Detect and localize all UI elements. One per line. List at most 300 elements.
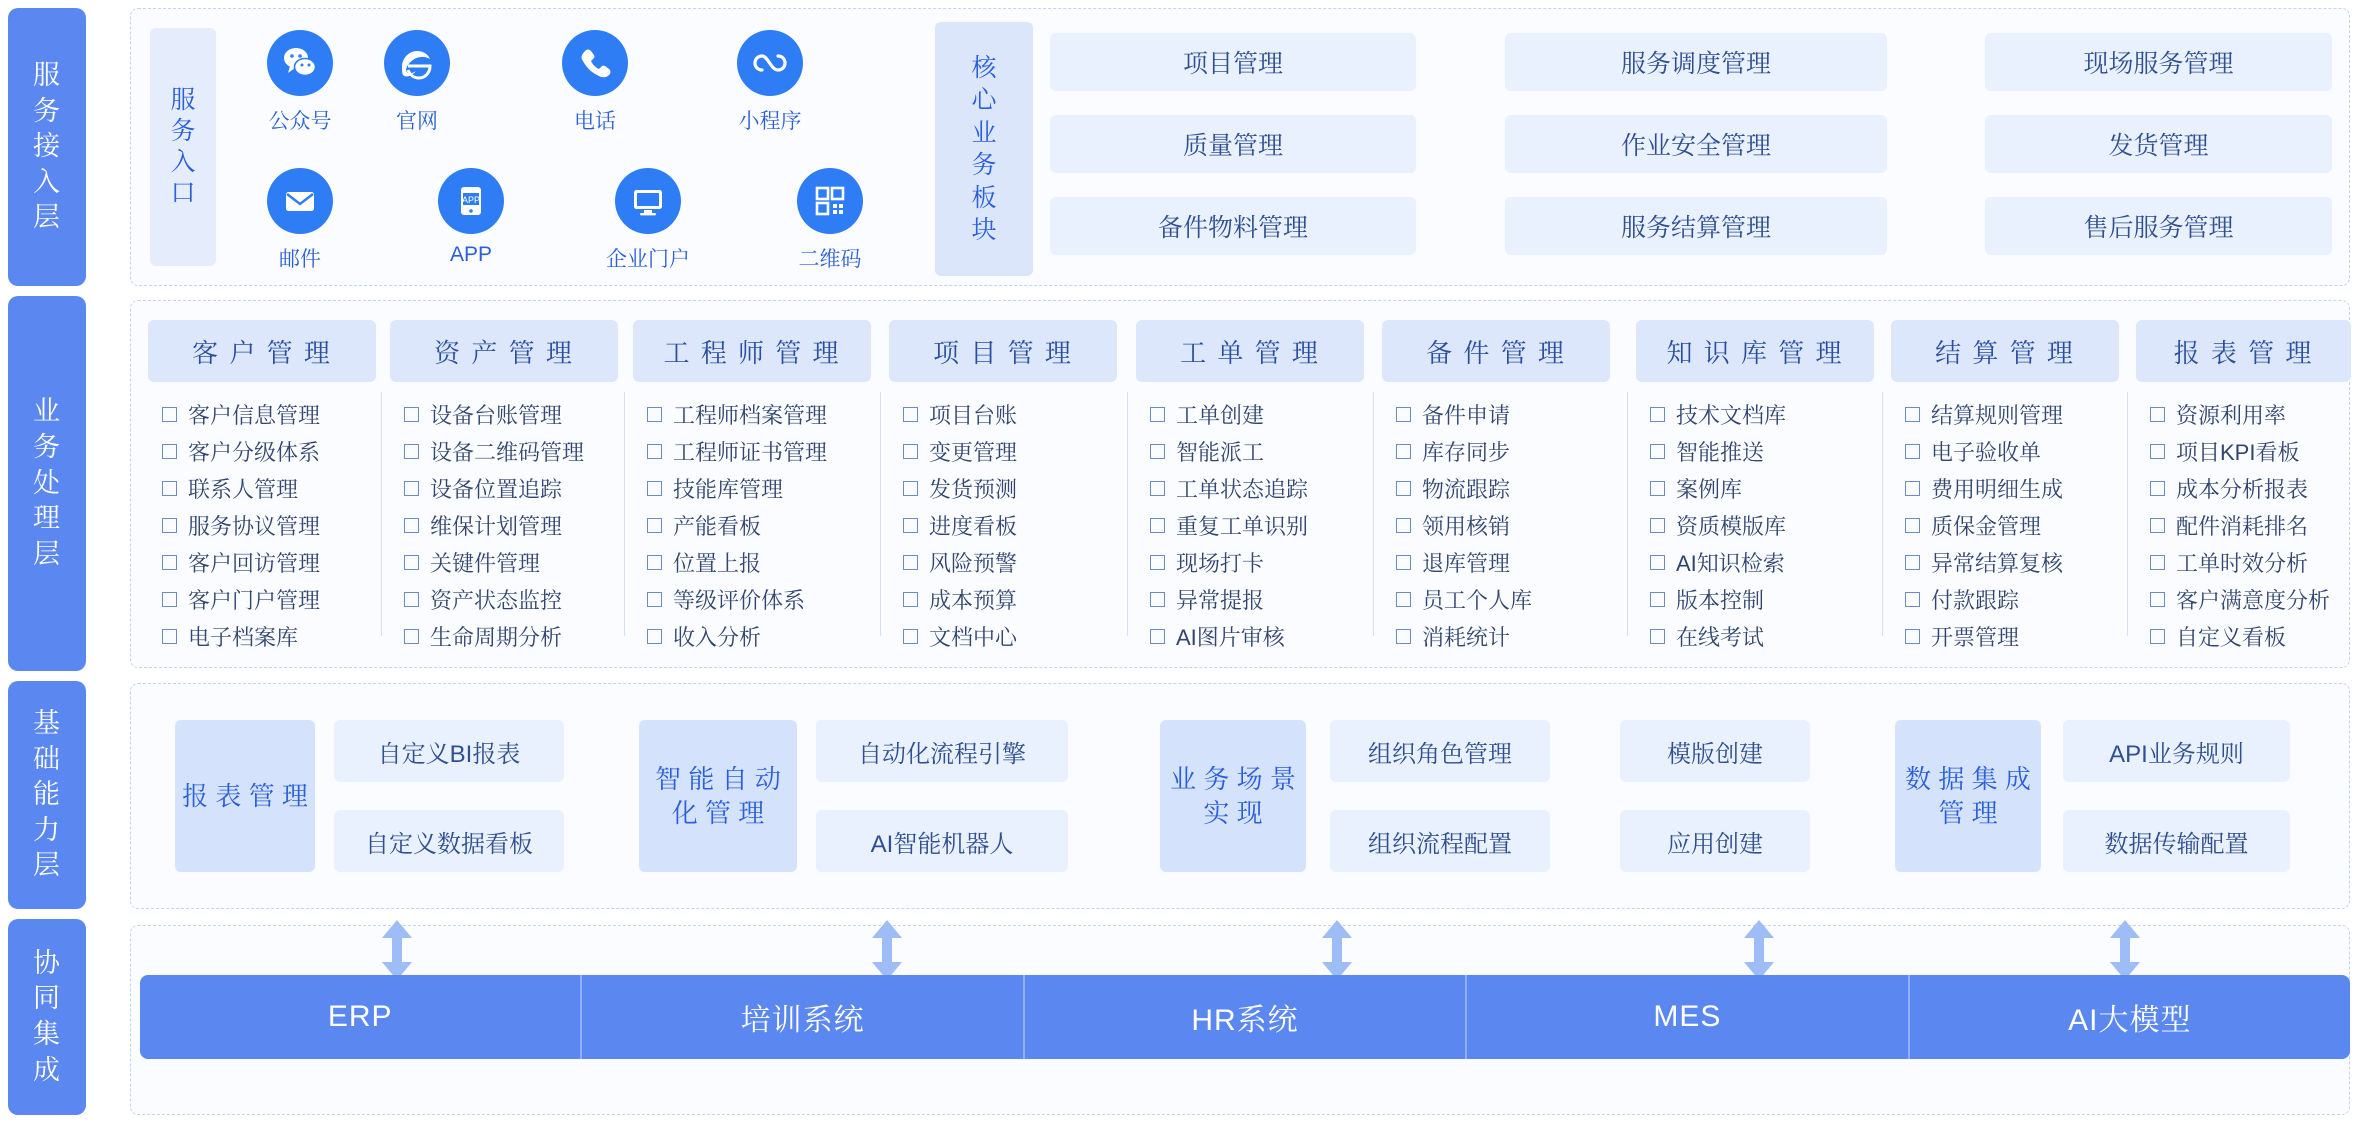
- channel-mail[interactable]: [240, 168, 360, 273]
- core-module-chip[interactable]: 备件物料管理: [1050, 197, 1416, 255]
- checkbox-icon: [647, 444, 662, 459]
- bp-item[interactable]: [1650, 581, 1874, 618]
- bp-column-report: [2136, 320, 2351, 655]
- double-arrow-icon: [380, 920, 414, 980]
- layer-char: 处: [33, 467, 61, 498]
- bp-item-label: 智能推送: [1676, 440, 1765, 465]
- bp-item[interactable]: [1396, 433, 1610, 470]
- layer-char: 务: [33, 95, 61, 126]
- bp-item-label: 消耗统计: [1422, 625, 1511, 650]
- checkbox-icon: [2150, 444, 2165, 459]
- core-module-chip[interactable]: 服务结算管理: [1505, 197, 1887, 255]
- core-module-chip[interactable]: 质量管理: [1050, 115, 1416, 173]
- column-divider: [1882, 392, 1883, 636]
- bp-item[interactable]: [1650, 544, 1874, 581]
- checkbox-icon: [1150, 592, 1165, 607]
- mail-icon: [267, 168, 333, 234]
- channel-label: 官网: [396, 110, 438, 133]
- checkbox-icon: [404, 629, 419, 644]
- bp-column-spareparts: [1382, 320, 1610, 655]
- bp-item-label: 技能库管理: [673, 477, 784, 502]
- layer-label-integration: [8, 919, 86, 1115]
- column-divider: [1127, 392, 1128, 636]
- channel-qrcode[interactable]: [770, 168, 890, 273]
- bp-item-label: 技术文档库: [1676, 403, 1787, 428]
- bp-item[interactable]: [162, 433, 376, 470]
- integration-system-mes[interactable]: MES: [1467, 975, 1909, 1059]
- bp-column-title: 结 算 管 理: [1891, 320, 2119, 382]
- svg-text:APP: APP: [461, 195, 481, 205]
- service-entry-label: 服 务 入 口: [150, 28, 216, 266]
- bp-item[interactable]: [162, 396, 376, 433]
- bp-item-label: 付款跟踪: [1931, 588, 2020, 613]
- capability-title-line: 管 理: [248, 780, 308, 811]
- bp-item[interactable]: [404, 396, 618, 433]
- core-module-chip[interactable]: 作业安全管理: [1505, 115, 1887, 173]
- checkbox-icon: [647, 518, 662, 533]
- bp-item-list: [2136, 396, 2351, 655]
- core-module-chip[interactable]: 项目管理: [1050, 33, 1416, 91]
- checkbox-icon: [647, 629, 662, 644]
- bp-item-label: 电子档案库: [188, 625, 299, 650]
- double-arrow-icon: [1320, 920, 1354, 980]
- bp-item[interactable]: [162, 470, 376, 507]
- checkbox-icon: [1650, 444, 1665, 459]
- bp-item[interactable]: [1396, 544, 1610, 581]
- bp-item[interactable]: [1150, 581, 1364, 618]
- capability-title-scenario[interactable]: [1160, 720, 1306, 872]
- bp-item[interactable]: [903, 618, 1117, 655]
- capability-chip[interactable]: 数据传输配置: [2063, 810, 2290, 872]
- bp-item-label: 联系人管理: [188, 477, 299, 502]
- bp-item[interactable]: [1905, 544, 2119, 581]
- capability-title-line: 实 现: [1203, 798, 1263, 828]
- bp-item-list: [390, 396, 618, 655]
- checkbox-icon: [2150, 518, 2165, 533]
- bp-item[interactable]: [903, 544, 1117, 581]
- bp-item[interactable]: [1650, 433, 1874, 470]
- bp-item[interactable]: [162, 618, 376, 655]
- capability-title-line: 自 动 化: [671, 763, 781, 828]
- checkbox-icon: [162, 592, 177, 607]
- checkbox-icon: [903, 481, 918, 496]
- checkbox-icon: [1905, 592, 1920, 607]
- bp-column-customer: [148, 320, 376, 655]
- bp-item[interactable]: [404, 433, 618, 470]
- bp-item[interactable]: [404, 507, 618, 544]
- bp-column-settlement: [1891, 320, 2119, 655]
- bp-item-list: [889, 396, 1117, 655]
- core-module-chip[interactable]: 发货管理: [1985, 115, 2332, 173]
- capability-title-line: 管 理: [705, 798, 765, 828]
- bp-item[interactable]: [404, 581, 618, 618]
- bp-item-label: 客户门户管理: [188, 588, 321, 613]
- integration-system-hr[interactable]: HR系统: [1025, 975, 1467, 1059]
- bp-item-label: 智能派工: [1176, 440, 1265, 465]
- bp-item[interactable]: [903, 433, 1117, 470]
- bp-item-label: 工程师档案管理: [673, 403, 828, 428]
- checkbox-icon: [1650, 629, 1665, 644]
- checkbox-icon: [1650, 518, 1665, 533]
- capability-chip[interactable]: 组织角色管理: [1330, 720, 1550, 782]
- bp-item[interactable]: [647, 433, 871, 470]
- bp-item[interactable]: [162, 507, 376, 544]
- bp-item-label: 工单时效分析: [2176, 551, 2309, 576]
- channel-label: 小程序: [738, 110, 802, 133]
- bp-item[interactable]: [1150, 470, 1364, 507]
- channel-label: 邮件: [279, 248, 321, 271]
- bp-item-label: 维保计划管理: [430, 514, 563, 539]
- capability-chip[interactable]: 应用创建: [1620, 810, 1810, 872]
- column-divider: [624, 392, 625, 636]
- checkbox-icon: [404, 481, 419, 496]
- column-divider: [2127, 392, 2128, 636]
- capability-chip[interactable]: 自定义数据看板: [334, 810, 564, 872]
- checkbox-icon: [2150, 555, 2165, 570]
- channel-portal[interactable]: [588, 168, 708, 273]
- bp-column-engineer: [633, 320, 871, 655]
- bp-item-label: 项目KPI看板: [2176, 440, 2300, 465]
- bp-column-title: 知 识 库 管 理: [1636, 320, 1874, 382]
- channel-website[interactable]: [357, 30, 477, 135]
- bp-item[interactable]: [903, 581, 1117, 618]
- bp-item-label: 资源利用率: [2176, 403, 2287, 428]
- bp-item[interactable]: [2150, 618, 2351, 655]
- bp-item[interactable]: [1905, 396, 2119, 433]
- checkbox-icon: [162, 407, 177, 422]
- checkbox-icon: [2150, 407, 2165, 422]
- double-arrow-icon: [1742, 920, 1776, 980]
- bp-item-label: 收入分析: [673, 625, 762, 650]
- layer-char: 入: [33, 166, 61, 197]
- column-divider: [880, 392, 881, 636]
- capability-title-line: 数 据: [1905, 763, 1965, 794]
- bp-item-label: 文档中心: [929, 625, 1018, 650]
- bp-column-asset: [390, 320, 618, 655]
- qrcode-icon: [797, 168, 863, 234]
- checkbox-icon: [903, 555, 918, 570]
- bp-item-label: 库存同步: [1422, 440, 1511, 465]
- bp-item[interactable]: [1150, 396, 1364, 433]
- capability-title-line: 报 表: [182, 780, 242, 811]
- checkbox-icon: [1150, 555, 1165, 570]
- bp-item-label: 配件消耗排名: [2176, 514, 2309, 539]
- bp-item[interactable]: [647, 396, 871, 433]
- bp-item-label: 自定义看板: [2176, 625, 2287, 650]
- bp-item[interactable]: [1650, 507, 1874, 544]
- monitor-icon: [615, 168, 681, 234]
- capability-chip[interactable]: 组织流程配置: [1330, 810, 1550, 872]
- checkbox-icon: [1396, 518, 1411, 533]
- checkbox-icon: [2150, 481, 2165, 496]
- bp-item-label: 退库管理: [1422, 551, 1511, 576]
- checkbox-icon: [1396, 481, 1411, 496]
- bp-item-label: 工程师证书管理: [673, 440, 828, 465]
- bp-column-knowledge: [1636, 320, 1874, 655]
- checkbox-icon: [162, 481, 177, 496]
- checkbox-icon: [903, 629, 918, 644]
- layer-char: 层: [33, 850, 61, 881]
- bp-item[interactable]: [2150, 544, 2351, 581]
- bp-item[interactable]: [2150, 433, 2351, 470]
- bp-item[interactable]: [1905, 433, 2119, 470]
- bp-item[interactable]: [1396, 470, 1610, 507]
- bp-item[interactable]: [1396, 507, 1610, 544]
- bp-item-label: 资质模版库: [1676, 514, 1787, 539]
- channel-miniprogram[interactable]: [710, 30, 830, 135]
- bp-item[interactable]: [1650, 618, 1874, 655]
- checkbox-icon: [1650, 592, 1665, 607]
- checkbox-icon: [903, 407, 918, 422]
- column-divider: [1373, 392, 1374, 636]
- bp-item[interactable]: [1905, 507, 2119, 544]
- bp-item-label: 成本预算: [929, 588, 1018, 613]
- checkbox-icon: [903, 518, 918, 533]
- bp-column-title: 项 目 管 理: [889, 320, 1117, 382]
- layer-char: 层: [33, 202, 61, 233]
- wechat-icon: [267, 30, 333, 96]
- layer-label-business: [8, 296, 86, 671]
- bp-item-label: 异常提报: [1176, 588, 1265, 613]
- bp-item-list: [148, 396, 376, 655]
- layer-char: 理: [33, 503, 61, 534]
- bp-item-label: 成本分析报表: [2176, 477, 2309, 502]
- bp-item-label: 服务协议管理: [188, 514, 321, 539]
- bp-item-label: 客户回访管理: [188, 551, 321, 576]
- core-module-chip[interactable]: 服务调度管理: [1505, 33, 1887, 91]
- bp-item[interactable]: [647, 507, 871, 544]
- capability-title-line: 业 务: [1170, 763, 1230, 794]
- bp-item[interactable]: [1150, 507, 1364, 544]
- layer-char: 基: [33, 707, 61, 738]
- bp-item-label: 风险预警: [929, 551, 1018, 576]
- capability-chip[interactable]: 自动化流程引擎: [816, 720, 1068, 782]
- checkbox-icon: [162, 518, 177, 533]
- layer-char: 协: [33, 947, 61, 978]
- checkbox-icon: [404, 555, 419, 570]
- checkbox-icon: [647, 481, 662, 496]
- checkbox-icon: [1905, 518, 1920, 533]
- bp-item[interactable]: [1396, 396, 1610, 433]
- checkbox-icon: [903, 592, 918, 607]
- bp-column-project: [889, 320, 1117, 655]
- checkbox-icon: [1650, 407, 1665, 422]
- layer-char: 务: [33, 432, 61, 463]
- bp-item-label: 进度看板: [929, 514, 1018, 539]
- bp-item[interactable]: [162, 544, 376, 581]
- checkbox-icon: [647, 592, 662, 607]
- bp-item[interactable]: [2150, 396, 2351, 433]
- channel-label: 企业门户: [606, 248, 690, 271]
- bp-column-title: 报 表 管 理: [2136, 320, 2351, 382]
- column-divider: [381, 392, 382, 636]
- checkbox-icon: [1396, 592, 1411, 607]
- checkbox-icon: [647, 555, 662, 570]
- bp-item-label: 在线考试: [1676, 625, 1765, 650]
- bp-item-label: 工单创建: [1176, 403, 1265, 428]
- checkbox-icon: [162, 555, 177, 570]
- bp-item-label: AI图片审核: [1176, 625, 1285, 650]
- bp-item[interactable]: [1905, 618, 2119, 655]
- double-arrow-icon: [2108, 920, 2142, 980]
- channel-wechat[interactable]: [240, 30, 360, 135]
- bp-item-label: 设备台账管理: [430, 403, 563, 428]
- bp-item[interactable]: [1396, 618, 1610, 655]
- bp-item[interactable]: [1396, 581, 1610, 618]
- capability-title-line: 集 成: [1971, 763, 2031, 794]
- bp-item[interactable]: [1150, 544, 1364, 581]
- bp-item-label: 客户满意度分析: [2176, 588, 2331, 613]
- bp-item-label: 项目台账: [929, 403, 1018, 428]
- internet-explorer-icon: [384, 30, 450, 96]
- bp-item-label: 重复工单识别: [1176, 514, 1309, 539]
- layer-char: 础: [33, 743, 61, 774]
- checkbox-icon: [647, 407, 662, 422]
- core-module-chip[interactable]: 售后服务管理: [1985, 197, 2332, 255]
- app-icon: [438, 168, 504, 234]
- checkbox-icon: [1905, 555, 1920, 570]
- bp-item-label: 电子验收单: [1931, 440, 2042, 465]
- integration-system-training[interactable]: 培训系统: [582, 975, 1024, 1059]
- bp-item-list: [1382, 396, 1610, 655]
- bp-item-label: 领用核销: [1422, 514, 1511, 539]
- channel-label: APP: [449, 243, 493, 266]
- mini-program-icon: [737, 30, 803, 96]
- bp-item-label: 变更管理: [929, 440, 1018, 465]
- capability-title-data-integration[interactable]: [1895, 720, 2041, 872]
- checkbox-icon: [1150, 518, 1165, 533]
- layer-char: 集: [33, 1019, 61, 1049]
- channel-label: 电话: [574, 110, 616, 133]
- bp-item-label: 员工个人库: [1422, 588, 1533, 613]
- layer-char: 成: [33, 1054, 61, 1085]
- checkbox-icon: [162, 444, 177, 459]
- layer-label-capability: [8, 681, 86, 909]
- bp-item-label: 版本控制: [1676, 588, 1765, 613]
- bp-column-title: 工 程 师 管 理: [633, 320, 871, 382]
- checkbox-icon: [1905, 444, 1920, 459]
- bp-item-label: 工单状态追踪: [1176, 477, 1309, 502]
- checkbox-icon: [1650, 555, 1665, 570]
- checkbox-icon: [1396, 407, 1411, 422]
- checkbox-icon: [1396, 629, 1411, 644]
- bp-item-label: 费用明细生成: [1931, 477, 2064, 502]
- capability-title-report[interactable]: [175, 720, 315, 872]
- checkbox-icon: [1905, 481, 1920, 496]
- bp-item[interactable]: [404, 544, 618, 581]
- bp-item-label: 设备二维码管理: [430, 440, 585, 465]
- bp-item[interactable]: [2150, 581, 2351, 618]
- bp-item[interactable]: [1650, 396, 1874, 433]
- bp-item[interactable]: [647, 618, 871, 655]
- double-arrow-icon: [870, 920, 904, 980]
- bp-item-label: 开票管理: [1931, 625, 2020, 650]
- bp-item-label: 关键件管理: [430, 551, 541, 576]
- bp-column-title: 资 产 管 理: [390, 320, 618, 382]
- checkbox-icon: [1150, 481, 1165, 496]
- layer-char: 接: [33, 131, 61, 162]
- layer-char: 层: [33, 538, 61, 569]
- integration-system-ai[interactable]: AI大模型: [2068, 1004, 2192, 1037]
- checkbox-icon: [1905, 407, 1920, 422]
- bp-item-label: 发货预测: [929, 477, 1018, 502]
- capability-chip[interactable]: 自定义BI报表: [334, 720, 564, 782]
- capability-title-line: 场 景: [1236, 763, 1296, 794]
- bp-item-label: 质保金管理: [1931, 514, 2042, 539]
- bp-item-label: 等级评价体系: [673, 588, 806, 613]
- bp-item[interactable]: [404, 470, 618, 507]
- bp-item[interactable]: [903, 396, 1117, 433]
- checkbox-icon: [404, 592, 419, 607]
- checkbox-icon: [1150, 407, 1165, 422]
- bp-item[interactable]: [1905, 470, 2119, 507]
- column-divider: [1627, 392, 1628, 636]
- bp-item-label: 生命周期分析: [430, 625, 563, 650]
- bp-item-label: 结算规则管理: [1931, 403, 2064, 428]
- bp-item-label: 资产状态监控: [430, 588, 563, 613]
- bp-item-label: 现场打卡: [1176, 551, 1265, 576]
- layer-char: 同: [33, 983, 61, 1014]
- bp-item[interactable]: [647, 581, 871, 618]
- channel-app[interactable]: [411, 168, 531, 267]
- bp-item[interactable]: [2150, 470, 2351, 507]
- phone-icon: [562, 30, 628, 96]
- bp-item-list: [1636, 396, 1874, 655]
- capability-title-automation[interactable]: [639, 720, 797, 872]
- capability-chip[interactable]: 模版创建: [1620, 720, 1810, 782]
- bp-column-title: 客 户 管 理: [148, 320, 376, 382]
- core-business-label: 核 心 业 务 板 块: [935, 22, 1033, 276]
- capability-chip[interactable]: AI智能机器人: [816, 810, 1068, 872]
- bp-item-label: 位置上报: [673, 551, 762, 576]
- checkbox-icon: [1396, 444, 1411, 459]
- channel-phone[interactable]: [535, 30, 655, 135]
- layer-label-service-access: [8, 8, 86, 286]
- bp-item[interactable]: [903, 470, 1117, 507]
- bp-item-list: [1136, 396, 1364, 655]
- bp-item-label: 备件申请: [1422, 403, 1511, 428]
- bp-item-label: 案例库: [1676, 477, 1743, 502]
- layer-char: 能: [33, 779, 61, 810]
- bp-item[interactable]: [1150, 618, 1364, 655]
- layer-char: 力: [33, 814, 61, 845]
- checkbox-icon: [404, 407, 419, 422]
- bp-item[interactable]: [1150, 433, 1364, 470]
- layer-char: 服: [33, 59, 61, 90]
- checkbox-icon: [162, 629, 177, 644]
- bp-item[interactable]: [2150, 507, 2351, 544]
- core-module-chip[interactable]: 现场服务管理: [1985, 33, 2332, 91]
- bp-item[interactable]: [1650, 470, 1874, 507]
- bp-item[interactable]: [1905, 581, 2119, 618]
- bp-item[interactable]: [647, 544, 871, 581]
- bp-item-label: 设备位置追踪: [430, 477, 563, 502]
- bp-item[interactable]: [404, 618, 618, 655]
- checkbox-icon: [1150, 444, 1165, 459]
- checkbox-icon: [1150, 629, 1165, 644]
- bp-item-label: 异常结算复核: [1931, 551, 2064, 576]
- bp-column-workorder: [1136, 320, 1364, 655]
- capability-chip[interactable]: API业务规则: [2063, 720, 2290, 782]
- bp-item[interactable]: [647, 470, 871, 507]
- bp-item[interactable]: [162, 581, 376, 618]
- channel-label: 公众号: [268, 110, 332, 133]
- bp-item[interactable]: [903, 507, 1117, 544]
- integration-system-erp[interactable]: ERP: [140, 975, 582, 1059]
- bp-column-title: 备 件 管 理: [1382, 320, 1610, 382]
- checkbox-icon: [404, 444, 419, 459]
- bp-item-label: 客户信息管理: [188, 403, 321, 428]
